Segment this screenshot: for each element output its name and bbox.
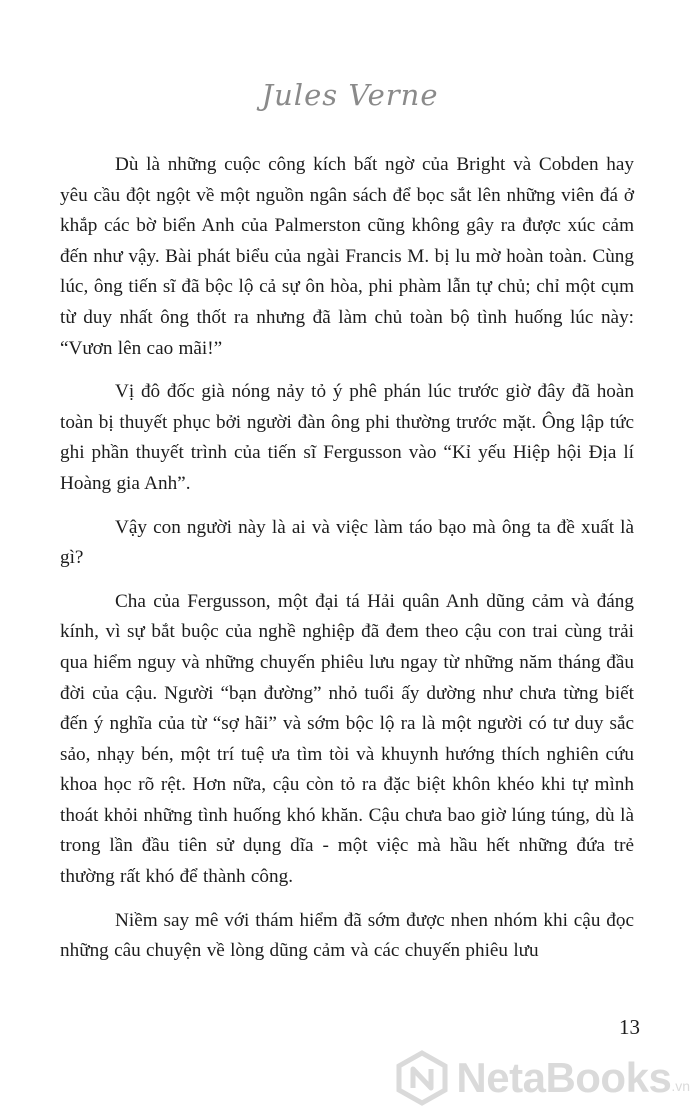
- paragraph: Dù là những cuộc công kích bất ngờ của Bright và Cobden hay yêu cầu đột ngột về một nguồn ngân sách để bọc sắt lên những viên đá ở khắp các bờ biển Anh của Palmerston cũng không gây ra được xúc cảm đến như vậy. Bài phát biểu của ngài Francis M. bị lu mờ hoàn toàn. Cùng lúc, ông tiến sĩ đã bộc lộ cả sự ôn hòa, phi phàm lẫn tự chủ; chỉ một cụm từ duy nhất ông thốt ra nhưng đã làm chủ toàn bộ tình huống lúc này: “Vươn lên cao mãi!”: [60, 154, 634, 359]
- running-header-author: Jules Verne: [261, 78, 439, 112]
- paragraph: Vị đô đốc già nóng nảy tỏ ý phê phán lúc trước giờ đây đã hoàn toàn bị thuyết phục bởi người đàn ông phi thường trước mặt. Ông lập tức ghi phần thuyết trình của tiến sĩ Fergusson vào “Kỉ yếu Hiệp hội Địa lí Hoàng gia Anh”.: [60, 381, 634, 494]
- page-number: 13: [619, 1015, 640, 1039]
- watermark-suffix: .vn: [671, 1078, 690, 1094]
- paragraph: Niềm say mê với thám hiểm đã sớm được nhen nhóm khi cậu đọc những câu chuyện về lòng dũng cảm và các chuyến phiêu lưu: [60, 909, 634, 962]
- paragraph: Cha của Fergusson, một đại tá Hải quân Anh dũng cảm và đáng kính, vì sự bắt buộc của nghề nghiệp đã đem theo cậu con trai cùng trải qua hiểm nguy và những chuyến phiêu lưu ngay từ những năm tháng đầu đời của cậu. Người “bạn đường” nhỏ tuổi ấy dường như chưa từng biết đến ý nghĩa của từ “sợ hãi” và sớm bộc lộ ra là một người có tư duy sắc sảo, nhạy bén, một trí tuệ ưa tìm tòi và khuynh hướng thích nghiên cứu khoa học rõ rệt. Hơn nữa, cậu còn tỏ ra đặc biệt khôn khéo khi tự mình thoát khỏi những tình huống khó khăn. Cậu chưa bao giờ lúng túng, dù là trong lần đầu tiên sử dụng dĩa - một việc mà hầu hết những đứa trẻ thường rất khó để thành công.: [60, 590, 634, 888]
- paragraph: Vậy con người này là ai và việc làm táo bạo mà ông ta đề xuất là gì?: [60, 516, 634, 569]
- watermark: [394, 1050, 690, 1106]
- page-body: [60, 150, 634, 980]
- netabooks-logo-icon: [394, 1050, 450, 1106]
- watermark-brand: NetaBooks: [456, 1054, 672, 1101]
